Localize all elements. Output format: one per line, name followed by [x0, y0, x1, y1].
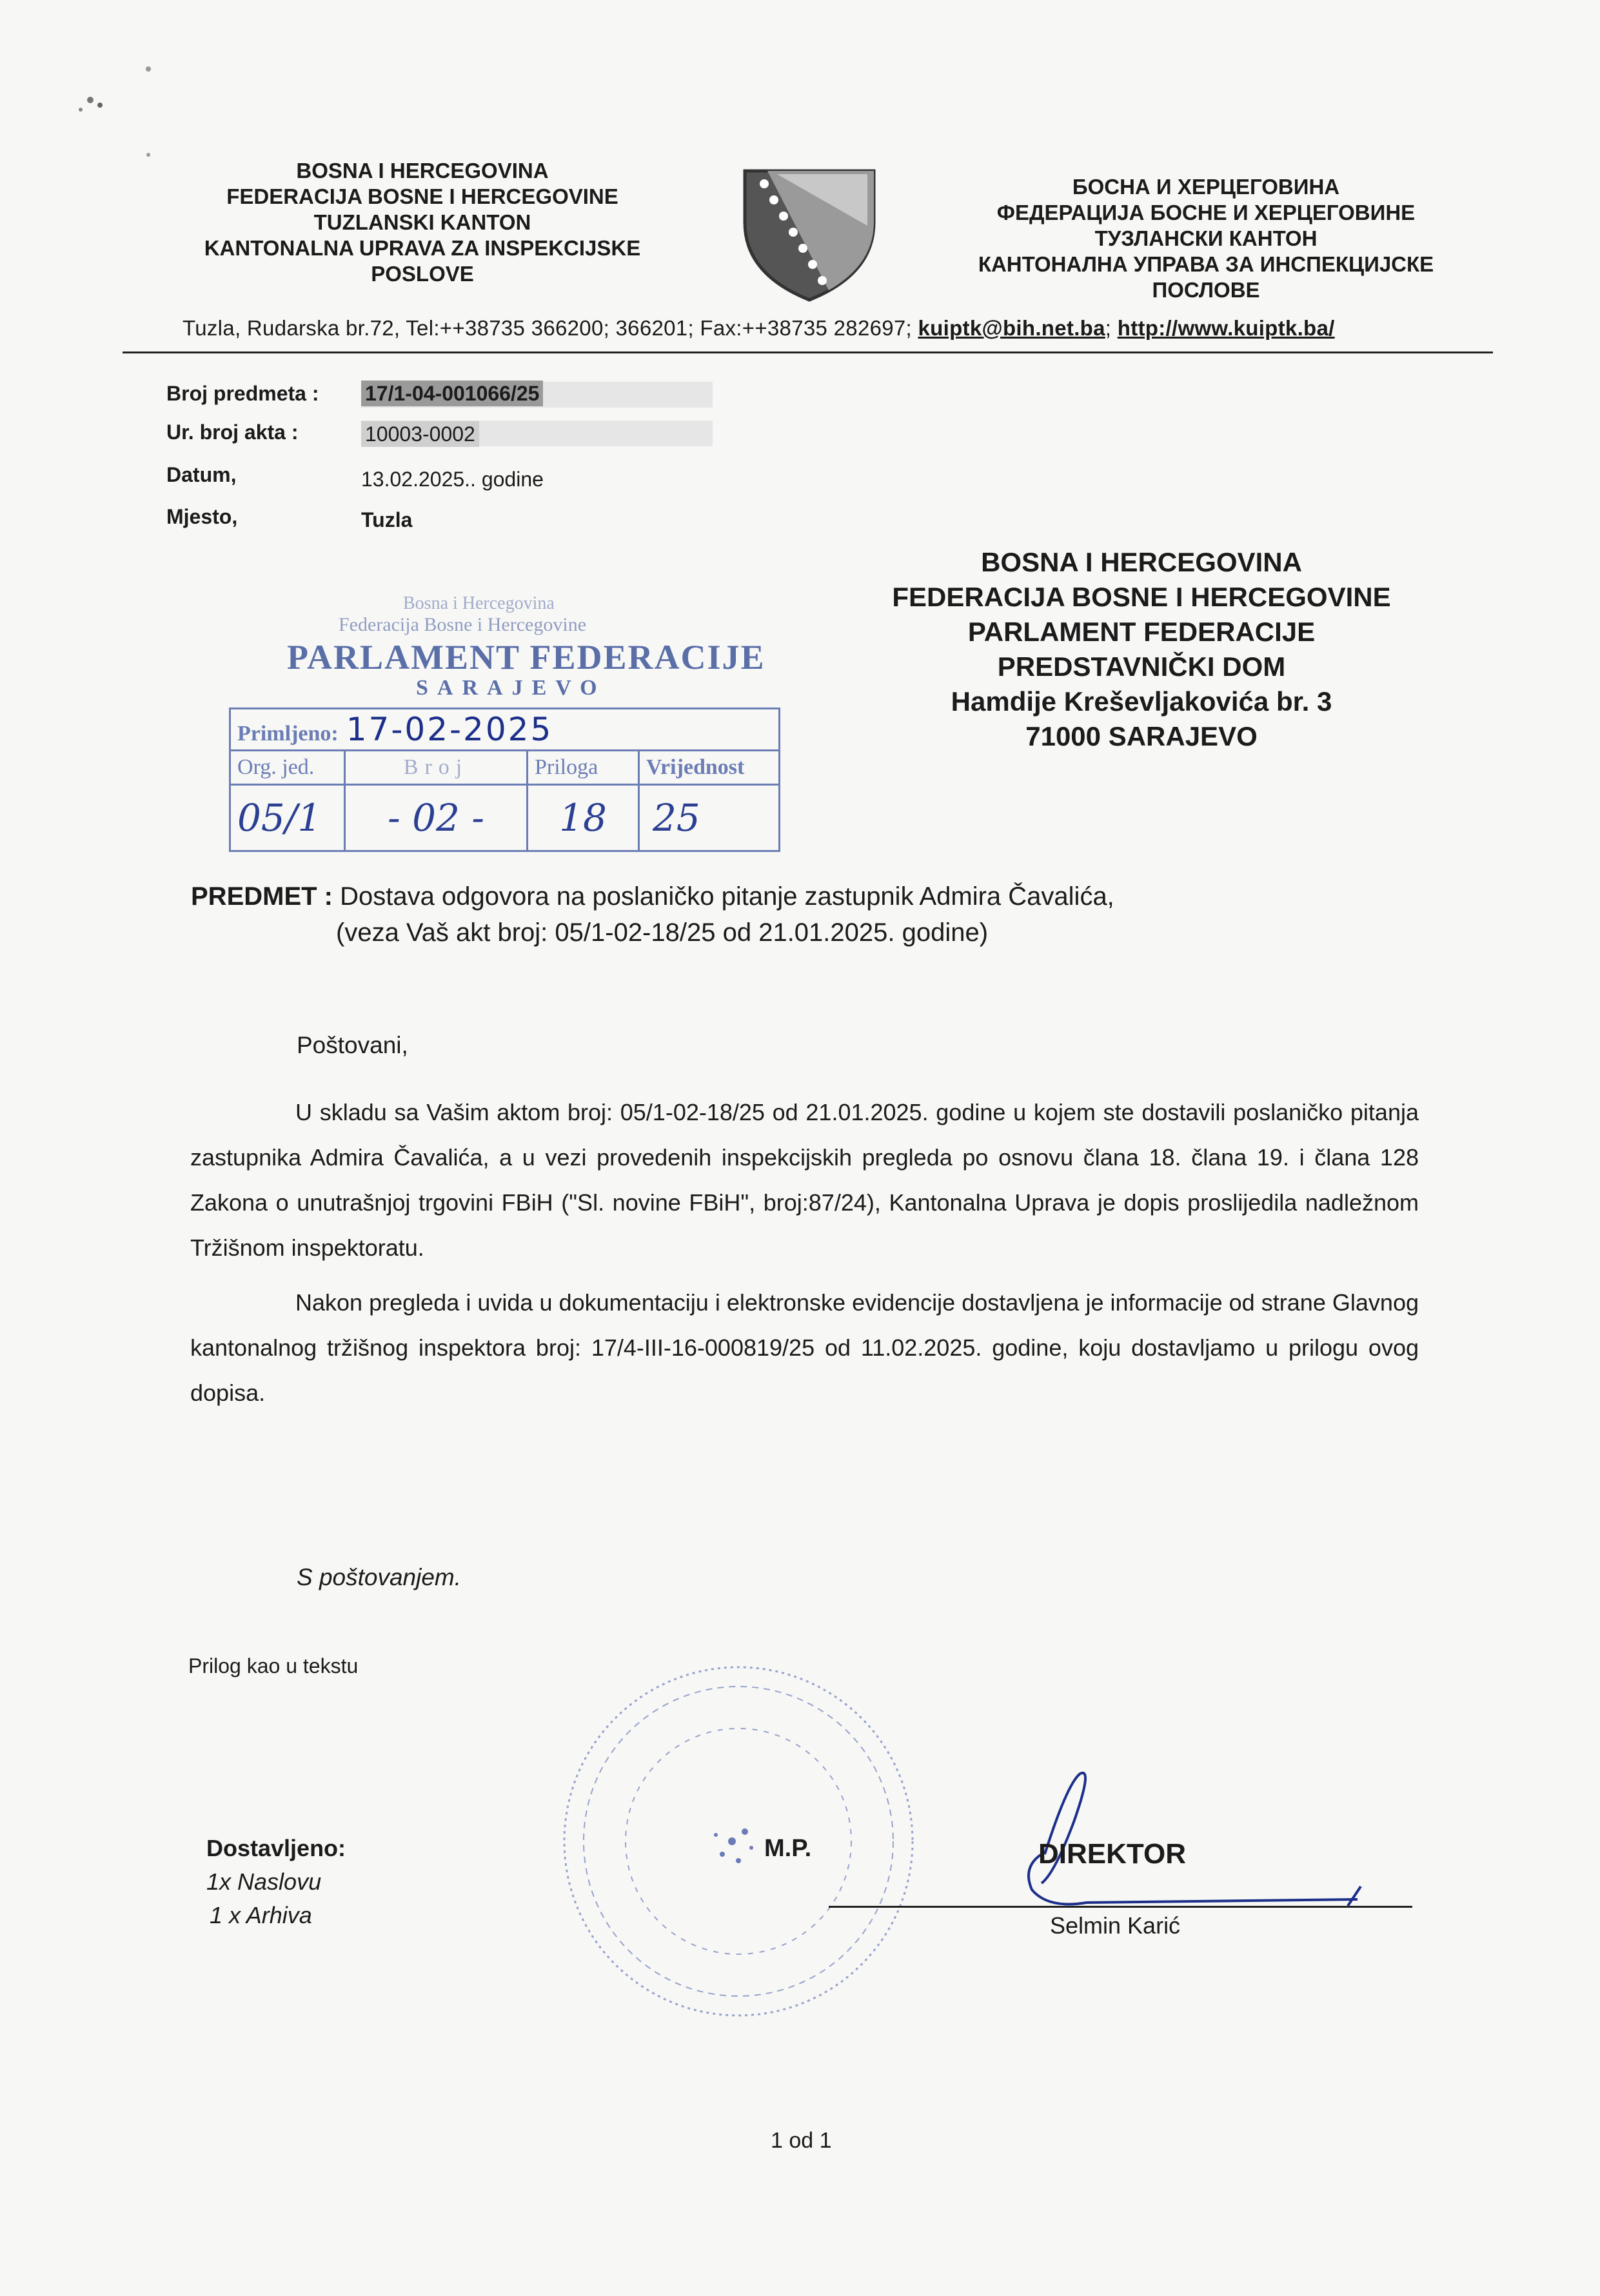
coat-of-arms-logo	[738, 161, 880, 306]
subject-block	[191, 878, 1114, 951]
contact-separator: ;	[1105, 316, 1118, 340]
col-priloga-label: Priloga	[535, 755, 598, 779]
recipient-address	[761, 545, 1522, 754]
act-number-label: Ur. broj akta :	[166, 421, 299, 444]
broj-value: - 02 -	[345, 785, 528, 851]
received-label: Primljeno:	[237, 722, 339, 746]
subject-line-2: (veza Vaš akt broj: 05/1-02-18/25 od 21.01.2025. godine)	[336, 918, 989, 947]
header-right-line: БОСНА И ХЕРЦЕГОВИНА	[1072, 175, 1340, 199]
date-label: Datum,	[166, 463, 237, 486]
subject-label: PREDMET :	[191, 882, 333, 911]
header-left-line: POSLOVE	[371, 262, 474, 286]
recipient-line: FEDERACIJA BOSNE I HERCEGOVINE	[892, 582, 1391, 612]
recipient-line: BOSNA I HERCEGOVINA	[981, 547, 1302, 577]
priloga-value: 18	[528, 785, 639, 851]
place-label: Mjesto,	[166, 505, 238, 528]
vrijednost-value: 25	[639, 785, 780, 851]
recipient-line: PARLAMENT FEDERACIJE	[967, 617, 1316, 647]
seal-placeholder-mp: M.P.	[764, 1835, 812, 1862]
contact-address: Tuzla, Rudarska br.72, Tel:++38735 366200; 366201; Fax:++38735 282697;	[183, 316, 918, 340]
header-right-line: ПОСЛОВЕ	[1152, 278, 1260, 302]
received-date: 17-02-2025	[346, 711, 553, 748]
attachment-note: Prilog kao u tekstu	[188, 1654, 359, 1677]
col-vrijednost-label: Vrijednost	[646, 755, 745, 779]
stamp-federation: Federacija Bosne i Hercegovine	[339, 614, 587, 635]
subject-line-1: Dostava odgovora na poslaničko pitanje zastupnik Admira Čavalića,	[333, 882, 1114, 911]
email-link[interactable]: kuiptk@bih.net.ba	[918, 316, 1105, 340]
header-right-line: ТУЗЛАНСКИ КАНТОН	[1094, 226, 1318, 250]
distribution-item: 1x Naslovu	[206, 1868, 322, 1895]
official-seal	[551, 1648, 925, 2035]
header-divider	[123, 351, 1493, 353]
stamp-institution: PARLAMENT FEDERACIJE	[287, 638, 765, 677]
distribution-list	[206, 1832, 346, 1932]
director-name: Selmin Karić	[1050, 1912, 1181, 1939]
col-org-label: Org. jed.	[237, 755, 315, 779]
header-left-line: FEDERACIJA BOSNE I HERCEGOVINE	[226, 184, 618, 208]
recipient-line: 71000 SARAJEVO	[1025, 721, 1258, 751]
recipient-line: PREDSTAVNIČKI DOM	[997, 651, 1286, 682]
stamp-table	[229, 708, 780, 852]
body-paragraph-1: U skladu sa Vašim aktom broj: 05/1-02-18/25 od 21.01.2025. godine u kojem ste dostavili poslaničko pitanja zastupnika Admira Čavalića, a u vezi provedenih inspekcijskih pregleda po osnovu člana 18. člana 19. i člana 128 Zakona o unutrašnjoj trgovini FBiH ("Sl. novine FBiH", broj:87/24), Kantonalna Uprava je dopis proslijedila nadležnom Tržišnom inspektoratu.	[190, 1099, 1419, 1261]
signature-line	[829, 1906, 1412, 1908]
distribution-title: Dostavljeno:	[206, 1835, 346, 1861]
header-right-block	[922, 174, 1490, 303]
director-title: DIREKTOR	[1038, 1838, 1186, 1870]
col-broj-label: Broj	[403, 755, 469, 779]
header-right-line: ФЕДЕРАЦИЈА БОСНЕ И ХЕРЦЕГОВИНЕ	[996, 201, 1416, 224]
reception-stamp	[229, 593, 784, 864]
greeting: Poštovani,	[297, 1032, 408, 1058]
org-value: 05/1	[230, 785, 345, 851]
closing: S poštovanjem.	[297, 1564, 462, 1590]
page-number: 1 od 1	[771, 2128, 832, 2153]
header-left-block	[148, 158, 696, 287]
header-left-line: KANTONALNA UPRAVA ZA INSPEKCIJSKE	[204, 236, 641, 260]
case-number-value: 17/1-04-001066/25	[361, 381, 543, 406]
recipient-line: Hamdije Kreševljakovića br. 3	[951, 686, 1332, 717]
header-left-line: TUZLANSKI KANTON	[313, 210, 531, 234]
body-paragraph-2: Nakon pregleda i uvida u dokumentaciju i elektronske evidencije dostavljena je informacije od strane Glavnog kantonalnog tržišnog inspektora broj: 17/4-III-16-000819/25 od 11.02.2025. godine, koju dostavljamo u prilogu ovog dopisa.	[190, 1289, 1419, 1406]
case-number-label: Broj predmeta :	[166, 382, 319, 405]
stamp-city: SARAJEVO	[416, 676, 606, 700]
date-value: 13.02.2025.. godine	[361, 468, 544, 491]
stamp-country: Bosna i Hercegovina	[403, 593, 555, 613]
header-right-line: КАНТОНАЛНА УПРАВА ЗА ИНСПЕКЦИЈСКЕ	[978, 252, 1434, 276]
contact-line	[183, 316, 1335, 341]
distribution-item: 1 x Arhiva	[210, 1902, 312, 1928]
place-value: Tuzla	[361, 508, 413, 531]
website-link[interactable]: http://www.kuiptk.ba/	[1117, 316, 1335, 340]
act-number-value: 10003-0002	[361, 421, 479, 447]
header-left-line: BOSNA I HERCEGOVINA	[296, 159, 549, 183]
